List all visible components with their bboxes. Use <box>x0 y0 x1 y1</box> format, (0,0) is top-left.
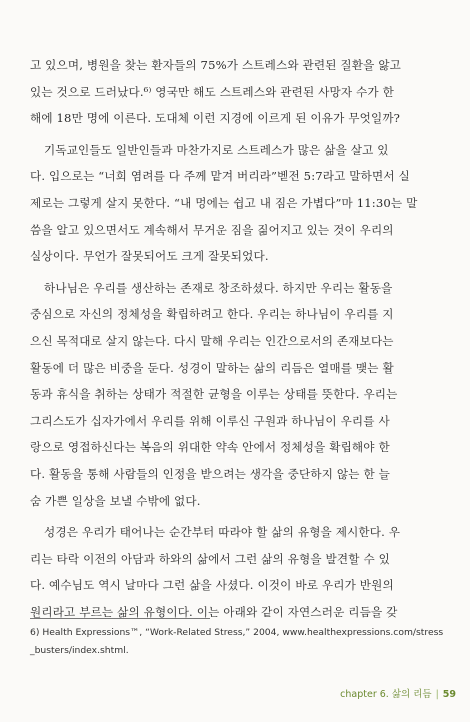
footnote <box>30 624 445 660</box>
text-line: 제로는 그렇게 살지 못한다. “내 멍에는 쉽고 내 짐은 가볍다”마 11:30는 말 <box>30 195 418 210</box>
text-line: 씀을 알고 있으면서도 계속해서 무거운 짐을 짊어지고 있는 것이 우리의 <box>30 222 394 237</box>
text-line: 동과 휴식을 취하는 상태가 적절한 균형을 이루는 상태를 뜻한다. 우리는 <box>30 387 398 402</box>
text-line: 원리라고 부르는 삶의 유형이다. 이는 아래와 같이 자연스러운 리듬을 갖 <box>30 604 398 619</box>
text-line: 다. 활동을 통해 사람들의 인정을 받으려는 생각을 중단하지 않는 한 늘 <box>30 466 390 481</box>
text-line: 리는 타락 이전의 아담과 하와의 삶에서 그런 삶의 유형을 발견할 수 있 <box>30 551 390 566</box>
paragraph <box>30 275 442 514</box>
text-line: 해에 18만 명에 이른다. 도대체 이런 지경에 이르게 된 이유가 무엇일까? <box>30 111 401 126</box>
footnote-line: _busters/index.shtml. <box>30 645 129 656</box>
folio-separator: | <box>435 689 439 700</box>
text-line: 그리스도가 십자가에서 우리를 위해 이루신 구원과 하나님이 우리를 사 <box>30 413 390 428</box>
footnote-line: 6) Health Expressions™, “Work-Related Stress,” 2004, www.healthexpressions.com/stress <box>30 627 444 638</box>
text-line: 하나님은 우리를 생산하는 존재로 창조하셨다. 하지만 우리는 활동을 <box>44 280 393 295</box>
text-line: 있는 것으로 드러났다.⁶⁾ 영국만 해도 스트레스와 관련된 사망자 수가 한 <box>30 84 394 99</box>
text-line: 고 있으며, 병원을 찾는 환자들의 75%가 스트레스와 관련된 질환을 앓고 <box>30 58 402 72</box>
text-line: 다. 예수님도 역시 날마다 그런 삶을 사셨다. 이것이 바로 우리가 반원의 <box>30 578 394 593</box>
text-line: 활동에 더 많은 비중을 둔다. 성경이 말하는 삶의 리듬은 열매를 맺는 활 <box>30 360 394 375</box>
text-line: 숨 가쁜 일상을 보낼 수밖에 없다. <box>30 493 201 508</box>
text-line: 실상이다. 무언가 잘못되어도 크게 잘못되었다. <box>30 249 269 264</box>
text-line: 성경은 우리가 태어나는 순간부터 따라야 할 삶의 유형을 제시한다. 우 <box>44 525 401 540</box>
paragraph <box>30 519 442 625</box>
page-number: 59 <box>442 689 456 700</box>
text-line: 랑으로 영접하신다는 복음의 위대한 약속 안에서 정체성을 확립해야 한 <box>30 440 390 455</box>
body-text <box>30 52 442 625</box>
paragraph <box>30 137 442 270</box>
text-line: 중심으로 자신의 정체성을 확립하려고 한다. 우리는 하나님이 우리를 지 <box>30 307 394 322</box>
chapter-label: chapter 6. 삶의 리듬 <box>340 689 432 700</box>
text-line: 기독교인들도 일반인들과 마찬가지로 스트레스가 많은 삶을 살고 있 <box>44 142 389 157</box>
text-line: 다. 입으로는 “너희 염려를 다 주께 맡겨 버리라”벧전 5:7라고 말하면서 실 <box>30 169 410 184</box>
paragraph <box>30 52 442 132</box>
text-line: 으신 목적대로 살지 않는다. 다시 말해 우리는 인간으로서의 존재보다는 <box>30 333 394 348</box>
footnote-divider <box>30 618 210 619</box>
page-footer <box>340 686 456 700</box>
